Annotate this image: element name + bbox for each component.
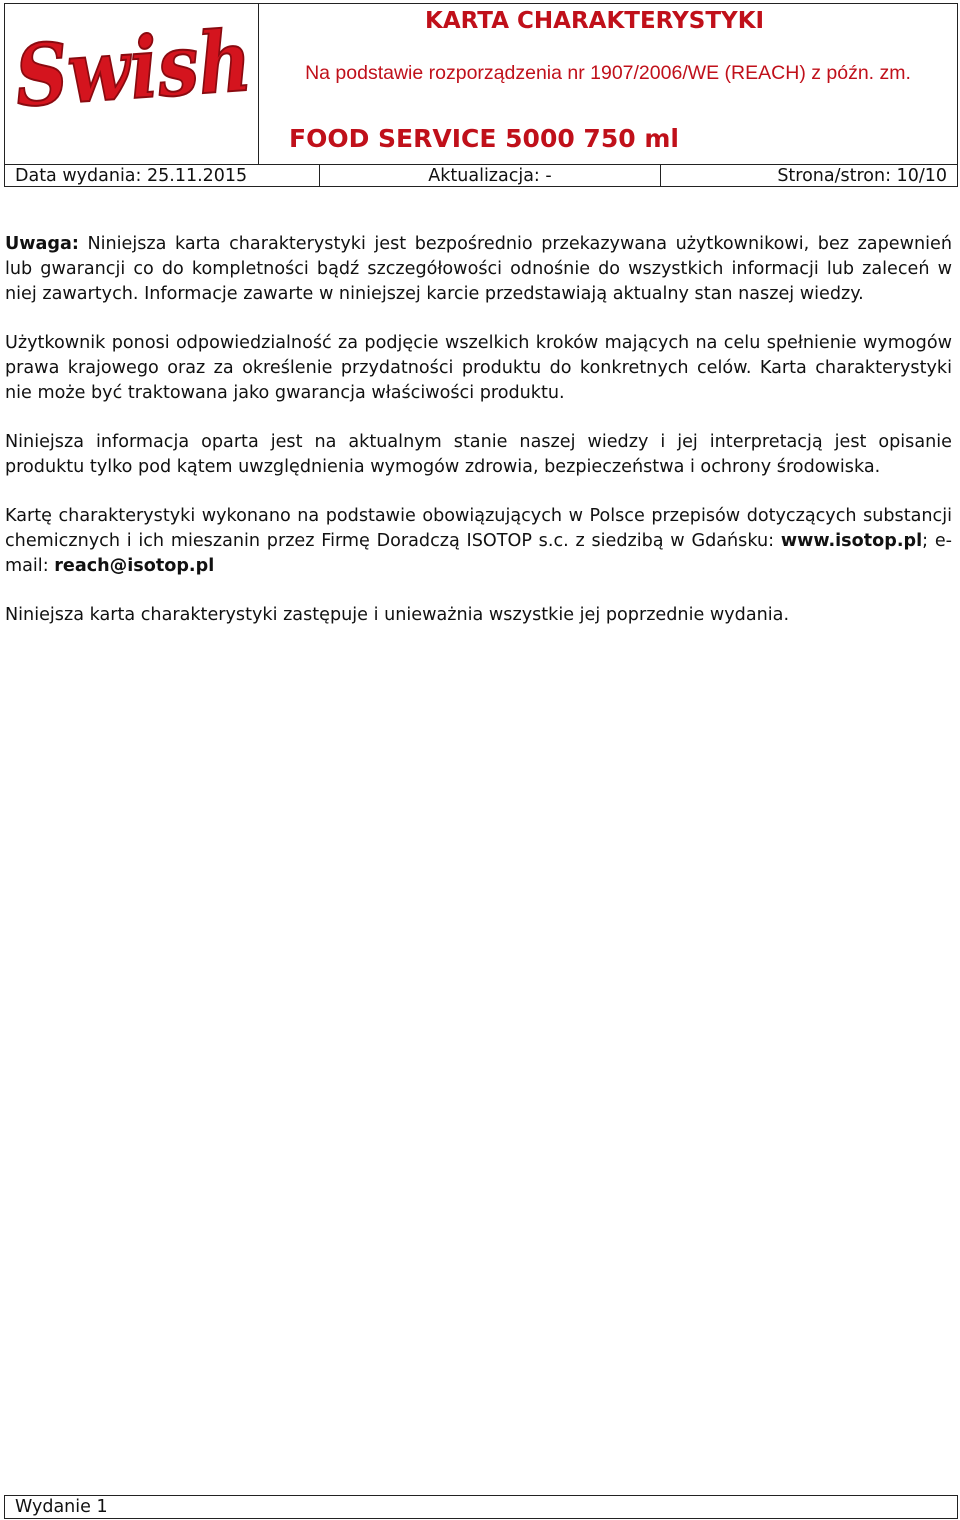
document-title: KARTA CHARAKTERYSTYKI [425,8,765,34]
note-text: Niniejsza karta charakterystyki jest bezpośrednio przekazywana użytkownikowi, bez zapewnień lub gwarancji co do kompletności bądź szczegółowości odnośnie do wszystkich informacji lub zaleceń w niej zawartych. Informacje zawarte w niniejszej karcie przedstawiają aktualny stan naszej wiedzy. [5,234,952,304]
responsibility-paragraph: Użytkownik ponosi odpowiedzialność za podjęcie wszelkich kroków mających na celu spełnienie wymogów prawa krajowego oraz za określenie przydatności produktu do konkretnych celów. Karta charakterystyki nie może być traktowana jako gwarancja właściwości produktu. [5,333,952,403]
document-subtitle: Na podstawie rozporządzenia nr 1907/2006/WE (REACH) z późn. zm. [305,62,911,84]
logo-cell [5,4,292,164]
document-header [4,3,958,187]
email-link[interactable]: reach@isotop.pl [54,556,215,576]
document-body [5,232,952,652]
title-cell [259,4,957,164]
swish-logo-text: Swish [12,8,292,126]
supersede-paragraph: Niniejsza karta charakterystyki zastępuje i unieważnia wszystkie jej poprzednie wydania. [5,605,790,625]
page-number: Strona/stron: 10/10 [777,166,947,186]
email-separator: ; e-mail: [5,531,952,576]
information-paragraph: Niniejsza informacja oparta jest na aktualnym stanie naszej wiedzy i jej interpretacją jest opisanie produktu tylko pod kątem uwzględnienia wymogów zdrowia, bezpieczeństwa i ochrony środowiska. [5,432,952,477]
update-info: Aktualizacja: - [319,165,661,187]
meta-row [5,164,957,187]
note-paragraph [5,232,952,307]
note-label: Uwaga: [5,234,79,254]
website-link[interactable]: www.isotop.pl [780,531,923,551]
author-paragraph [5,504,952,579]
footer-edition: Wydanie 1 [4,1495,958,1519]
author-text: Kartę charakterystyki wykonano na podstawie obowiązujących w Polsce przepisów dotyczących substancji chemicznych i ich mieszanin przez Firmę Doradczą ISOTOP s.c. z siedzibą w Gdańsku: [5,506,952,551]
issue-date: Data wydania: 25.11.2015 [15,166,248,186]
swish-logo [11,6,292,126]
product-name: FOOD SERVICE 5000 750 ml [289,124,679,153]
